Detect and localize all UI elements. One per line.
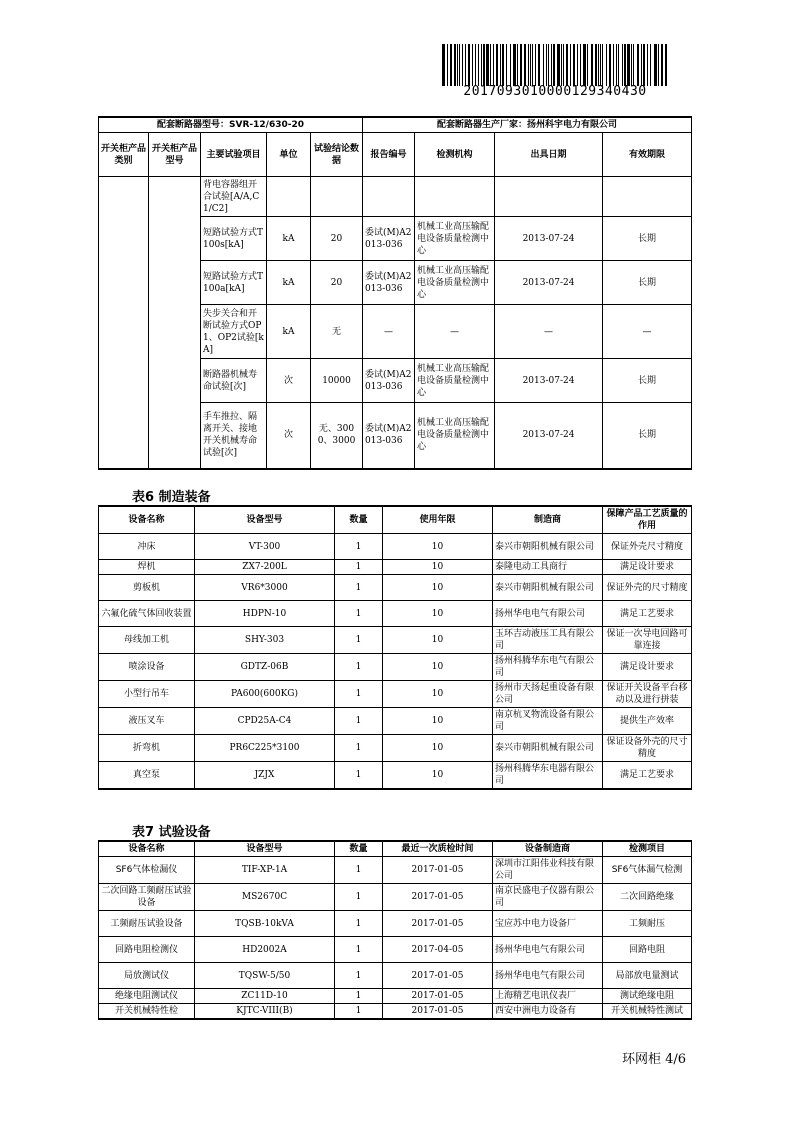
barcode-bar [493,44,494,86]
equipment-model: VR6*3000 [195,575,335,601]
manufacturer: 扬州华电电气有限公司 [493,937,603,963]
equipment-name: 局放测试仪 [99,963,195,989]
col-4: 10 [383,575,493,601]
barcode-bar [496,44,498,86]
col-4: 2017-01-05 [383,884,493,911]
equipment-model: KJTC-VIII(B) [195,1004,335,1020]
barcode-bar [468,44,470,86]
test-data: 20 [311,217,363,261]
test-item: 断路器机械寿命试验[次] [201,359,267,403]
manufacturer: 南京民盛电子仪器有限公司 [493,884,603,911]
col-4: 2017-01-05 [383,911,493,937]
quantity: 1 [335,989,383,1004]
equipment-model: TQSW-5/50 [195,963,335,989]
col-4: 10 [383,762,493,790]
report-no: 委试(M)A2013-036 [363,261,415,305]
col-6: 提供生产效率 [603,708,692,735]
equipment-name: SF6气体检漏仪 [99,857,195,884]
header-equipment-name: 设备名称 [99,506,195,534]
equipment-name: 小型行吊车 [99,681,195,708]
col-6: 保证外壳尺寸精度 [603,534,692,560]
manufacturer: 泰兴市朝阳机械有限公司 [493,534,603,560]
manufacturer: 扬州市天扬起重设备有限公司 [493,681,603,708]
col-4: 10 [383,708,493,735]
table7-body [99,857,692,1020]
equipment-model: SHY-303 [195,627,335,654]
col-6: 保证一次导电回路可靠连接 [603,627,692,654]
barcode-bar [613,44,614,86]
header-test-item: 主要试验项目 [201,133,267,177]
quantity: 1 [335,534,383,560]
barcode-bar [665,44,667,86]
barcode-bar [490,44,491,86]
equipment-model: PR6C225*3100 [195,735,335,762]
test-data: 无、3000、3000 [311,403,363,469]
table-row [99,937,692,963]
barcode-bar [606,44,607,86]
barcode-bars [440,44,670,86]
barcode-bar [454,44,456,86]
col-4: 10 [383,560,493,575]
table-row [99,575,692,601]
table-row [99,177,692,217]
col-6: 满足设计要求 [603,560,692,575]
header-manufacturer: 设备制造商 [493,841,603,857]
barcode-bar [486,44,489,86]
barcode-bar [587,44,588,86]
table-row [99,735,692,762]
barcode-bar [627,44,630,86]
col-6: 满足工艺要求 [603,762,692,790]
issue-date: 2013-07-24 [495,359,603,403]
cabinet-model-cell [149,177,201,469]
test-data: 10000 [311,359,363,403]
quantity: 1 [335,735,383,762]
barcode-bar [475,44,476,86]
manufacturer: 南京杭叉物流设备有限公司 [493,708,603,735]
test-org: 机械工业高压输配电设备质量检测中心 [415,217,495,261]
col-4: 10 [383,627,493,654]
equipment-model: TIF-XP-1A [195,857,335,884]
barcode-bar [624,44,626,86]
col-6: 工频耐压 [603,911,692,937]
manufacturer: 宝应苏中电力设备厂 [493,911,603,937]
report-no: — [363,305,415,359]
header-test-data: 试验结论数据 [311,133,363,177]
quantity: 1 [335,937,383,963]
equipment-model: TQSB-10kVA [195,911,335,937]
header-issue-date: 出具日期 [495,133,603,177]
table-row [99,601,692,627]
col-6: SF6气体漏气检测 [603,857,692,884]
barcode-bar [530,44,531,86]
manufacturer: 玉环吉动液压工具有限公司 [493,627,603,654]
issue-date [495,177,603,217]
col-6: 满足工艺要求 [603,601,692,627]
unit: 次 [267,359,311,403]
barcode-bar [658,44,659,86]
table7-title: 表7 试验设备 [132,825,211,840]
barcode-bar [543,44,544,86]
manufacturer: 扬州华电电气有限公司 [493,601,603,627]
equipment-model: ZC11D-10 [195,989,335,1004]
barcode-bar [481,44,482,86]
equipment-model: PA600(600KG) [195,681,335,708]
equipment-name: 焊机 [99,560,195,575]
barcode-bar [650,44,651,86]
test-item: 背电容器组开合试验[A/A,C1/C2] [201,177,267,217]
equipment-name: 回路电阻检测仪 [99,937,195,963]
report-no [363,177,415,217]
barcode-bar [616,44,617,86]
manufacturer: 泰兴市朝阳机械有限公司 [493,575,603,601]
test-org: 机械工业高压输配电设备质量检测中心 [415,261,495,305]
col-4: 2017-01-05 [383,989,493,1004]
quantity: 1 [335,654,383,681]
barcode-bar [641,44,642,86]
equipment-name: 液压叉车 [99,708,195,735]
manufacturer: 扬州科腾华东电气有限公司 [493,654,603,681]
quantity: 1 [335,1004,383,1020]
barcode-bar [502,44,504,86]
barcode-bar [595,44,597,86]
header-report-no: 报告编号 [363,133,415,177]
barcode-bar [573,44,575,86]
barcode-bar [500,44,501,86]
equipment-model: VT-300 [195,534,335,560]
header-equipment-model: 设备型号 [195,841,335,857]
barcode-bar [591,44,593,86]
barcode-bar [442,44,445,86]
col-6: 保证外壳的尺寸精度 [603,575,692,601]
unit [267,177,311,217]
equipment-name: 绝缘电阻测试仪 [99,989,195,1004]
col-4: 10 [383,735,493,762]
barcode-bar [577,44,578,86]
test-item: 失步关合和开断试验方式OP1、OP2试验[kA] [201,305,267,359]
barcode-bar [557,44,560,86]
equipment-model: GDTZ-06B [195,654,335,681]
barcode-bar [548,44,549,86]
page-footer: 环网柜 4/6 [622,1052,687,1067]
table-row [99,681,692,708]
test-org: 机械工业高压输配电设备质量检测中心 [415,403,495,469]
col-4: 10 [383,681,493,708]
quantity: 1 [335,963,383,989]
col-4: 2017-01-05 [383,963,493,989]
equipment-name: 开关机械特性检 [99,1004,195,1020]
barcode-bar [602,44,603,86]
barcode-bar [553,44,555,86]
breaker-maker-label: 配套断路器生产厂家：扬州科宇电力有限公司 [363,117,692,133]
header-cabinet-category: 开关柜产品类别 [99,133,149,177]
header-quality-role: 保障产品工艺质量的作用 [603,506,692,534]
barcode-bar [661,44,663,86]
barcode-bar [459,44,460,86]
validity [603,177,692,217]
test-org [415,177,495,217]
col-4: 10 [383,601,493,627]
barcode-bar [600,44,601,86]
test-equipment-table [98,840,692,1020]
equipment-name: 冲床 [99,534,195,560]
barcode-bar [563,44,564,86]
barcode-bar [598,44,599,86]
cabinet-category-cell [99,177,149,469]
table-row [99,989,692,1004]
barcode-bar [633,44,634,86]
col-4: 2017-01-05 [383,1004,493,1020]
barcode-bar [637,44,639,86]
manufacturing-equipment-table [98,505,692,790]
header-last-inspection: 最近一次质检时间 [383,841,493,857]
barcode-bar [472,44,473,86]
test-item: 短路试验方式T100a[kA] [201,261,267,305]
validity: — [603,305,692,359]
quantity: 1 [335,911,383,937]
unit: kA [267,305,311,359]
barcode-bar [462,44,463,86]
manufacturer: 西安中洲电力设备有 [493,1004,603,1020]
barcode-bar [570,44,571,86]
table-row [99,963,692,989]
issue-date: 2013-07-24 [495,261,603,305]
header-cabinet-model: 开关柜产品型号 [149,133,201,177]
col-6: 保证设备外壳的尺寸精度 [603,735,692,762]
barcode-bar [517,44,518,86]
col-6: 保证开关设备平台移动以及进行拼装 [603,681,692,708]
table-row [99,884,692,911]
quantity: 1 [335,762,383,790]
unit: 次 [267,403,311,469]
col-4: 2017-04-05 [383,937,493,963]
equipment-name: 母线加工机 [99,627,195,654]
col-6: 回路电阻 [603,937,692,963]
col-4: 10 [383,534,493,560]
report-no: 委试(M)A2013-036 [363,217,415,261]
equipment-name: 二次回路工频耐压试验设备 [99,884,195,911]
table-row [99,534,692,560]
barcode-bar [535,44,536,86]
table6-body [99,534,692,790]
report-no: 委试(M)A2013-036 [363,359,415,403]
table6-title: 表6 制造装备 [132,490,211,505]
header-unit: 单位 [267,133,311,177]
barcode-bar [513,44,516,86]
table-row [99,708,692,735]
barcode-bar [520,44,522,86]
barcode-bar [524,44,526,86]
test-data [311,177,363,217]
header-manufacturer: 制造商 [493,506,603,534]
header-test-org: 检测机构 [415,133,495,177]
barcode-bar [506,44,507,86]
barcode-bar [450,44,452,86]
barcode-bar [622,44,623,86]
validity: 长期 [603,403,692,469]
barcode-bar [483,44,485,86]
test-results-table [98,116,692,470]
barcode-bar [532,44,533,86]
quantity: 1 [335,575,383,601]
quantity: 1 [335,857,383,884]
equipment-model: HD2002A [195,937,335,963]
barcode-bar [551,44,552,86]
col-6: 开关机械特性测试 [603,1004,692,1020]
quantity: 1 [335,601,383,627]
header-validity: 有效期限 [603,133,692,177]
test-item: 手车推拉、隔离开关、接地开关机械寿命试验[次] [201,403,267,469]
barcode [440,44,670,100]
table-row [99,857,692,884]
barcode-bar [510,44,511,86]
issue-date: 2013-07-24 [495,217,603,261]
test-item: 短路试验方式T100s[kA] [201,217,267,261]
barcode-bar [647,44,648,86]
manufacturer: 扬州科腾华东电器有限公司 [493,762,603,790]
header-service-years: 使用年限 [383,506,493,534]
equipment-model: ZX7-200L [195,560,335,575]
test-org: 机械工业高压输配电设备质量检测中心 [415,359,495,403]
table-row [99,654,692,681]
col-4: 2017-01-05 [383,857,493,884]
equipment-model: MS2670C [195,884,335,911]
quantity: 1 [335,884,383,911]
table-row [99,627,692,654]
barcode-bar [643,44,645,86]
barcode-number: 2017093010000129340430 [463,84,647,99]
barcode-bar [457,44,458,86]
col-6: 满足设计要求 [603,654,692,681]
quantity: 1 [335,708,383,735]
issue-date: 2013-07-24 [495,403,603,469]
header-equipment-model: 设备型号 [195,506,335,534]
equipment-name: 喷涂设备 [99,654,195,681]
barcode-bar [538,44,540,86]
barcode-bar [566,44,568,86]
barcode-bar [631,44,632,86]
header-test-item: 检测项目 [603,841,692,857]
validity: 长期 [603,261,692,305]
table-row [99,560,692,575]
test-data: 20 [311,261,363,305]
manufacturer: 泰隆电动工具商行 [493,560,603,575]
quantity: 1 [335,627,383,654]
barcode-bar [478,44,479,86]
breaker-model-label: 配套断路器型号：SVR-12/630-20 [99,117,363,133]
barcode-bar [580,44,581,86]
quantity: 1 [335,681,383,708]
manufacturer: 深圳市江阳伟业科技有限公司 [493,857,603,884]
col-6: 测试绝缘电阻 [603,989,692,1004]
manufacturer: 上海精艺电讯仪表厂 [493,989,603,1004]
equipment-model: CPD25A-C4 [195,708,335,735]
quantity: 1 [335,560,383,575]
header-equipment-name: 设备名称 [99,841,195,857]
barcode-bar [561,44,562,86]
equipment-model: JZJX [195,762,335,790]
col-4: 10 [383,654,493,681]
issue-date: — [495,305,603,359]
barcode-bar [654,44,657,86]
equipment-name: 真空泵 [99,762,195,790]
equipment-model: HDPN-10 [195,601,335,627]
equipment-name: 工频耐压试验设备 [99,911,195,937]
manufacturer: 泰兴市朝阳机械有限公司 [493,735,603,762]
barcode-bar [465,44,466,86]
col-6: 局部放电量测试 [603,963,692,989]
header-quantity: 数量 [335,841,383,857]
barcode-bar [546,44,547,86]
header-quantity: 数量 [335,506,383,534]
table-row [99,762,692,790]
barcode-bar [618,44,619,86]
equipment-name: 六氟化硫气体回收装置 [99,601,195,627]
validity: 长期 [603,217,692,261]
barcode-bar [609,44,611,86]
report-no: 委试(M)A2013-036 [363,403,415,469]
barcode-bar [583,44,586,86]
barcode-bar [528,44,529,86]
col-6: 二次回路绝缘 [603,884,692,911]
barcode-bar [447,44,448,86]
test-data: 无 [311,305,363,359]
test-org: — [415,305,495,359]
equipment-name: 剪板机 [99,575,195,601]
table-row [99,911,692,937]
equipment-name: 折弯机 [99,735,195,762]
unit: kA [267,217,311,261]
manufacturer: 扬州华电电气有限公司 [493,963,603,989]
validity: 长期 [603,359,692,403]
table-row [99,1004,692,1020]
unit: kA [267,261,311,305]
